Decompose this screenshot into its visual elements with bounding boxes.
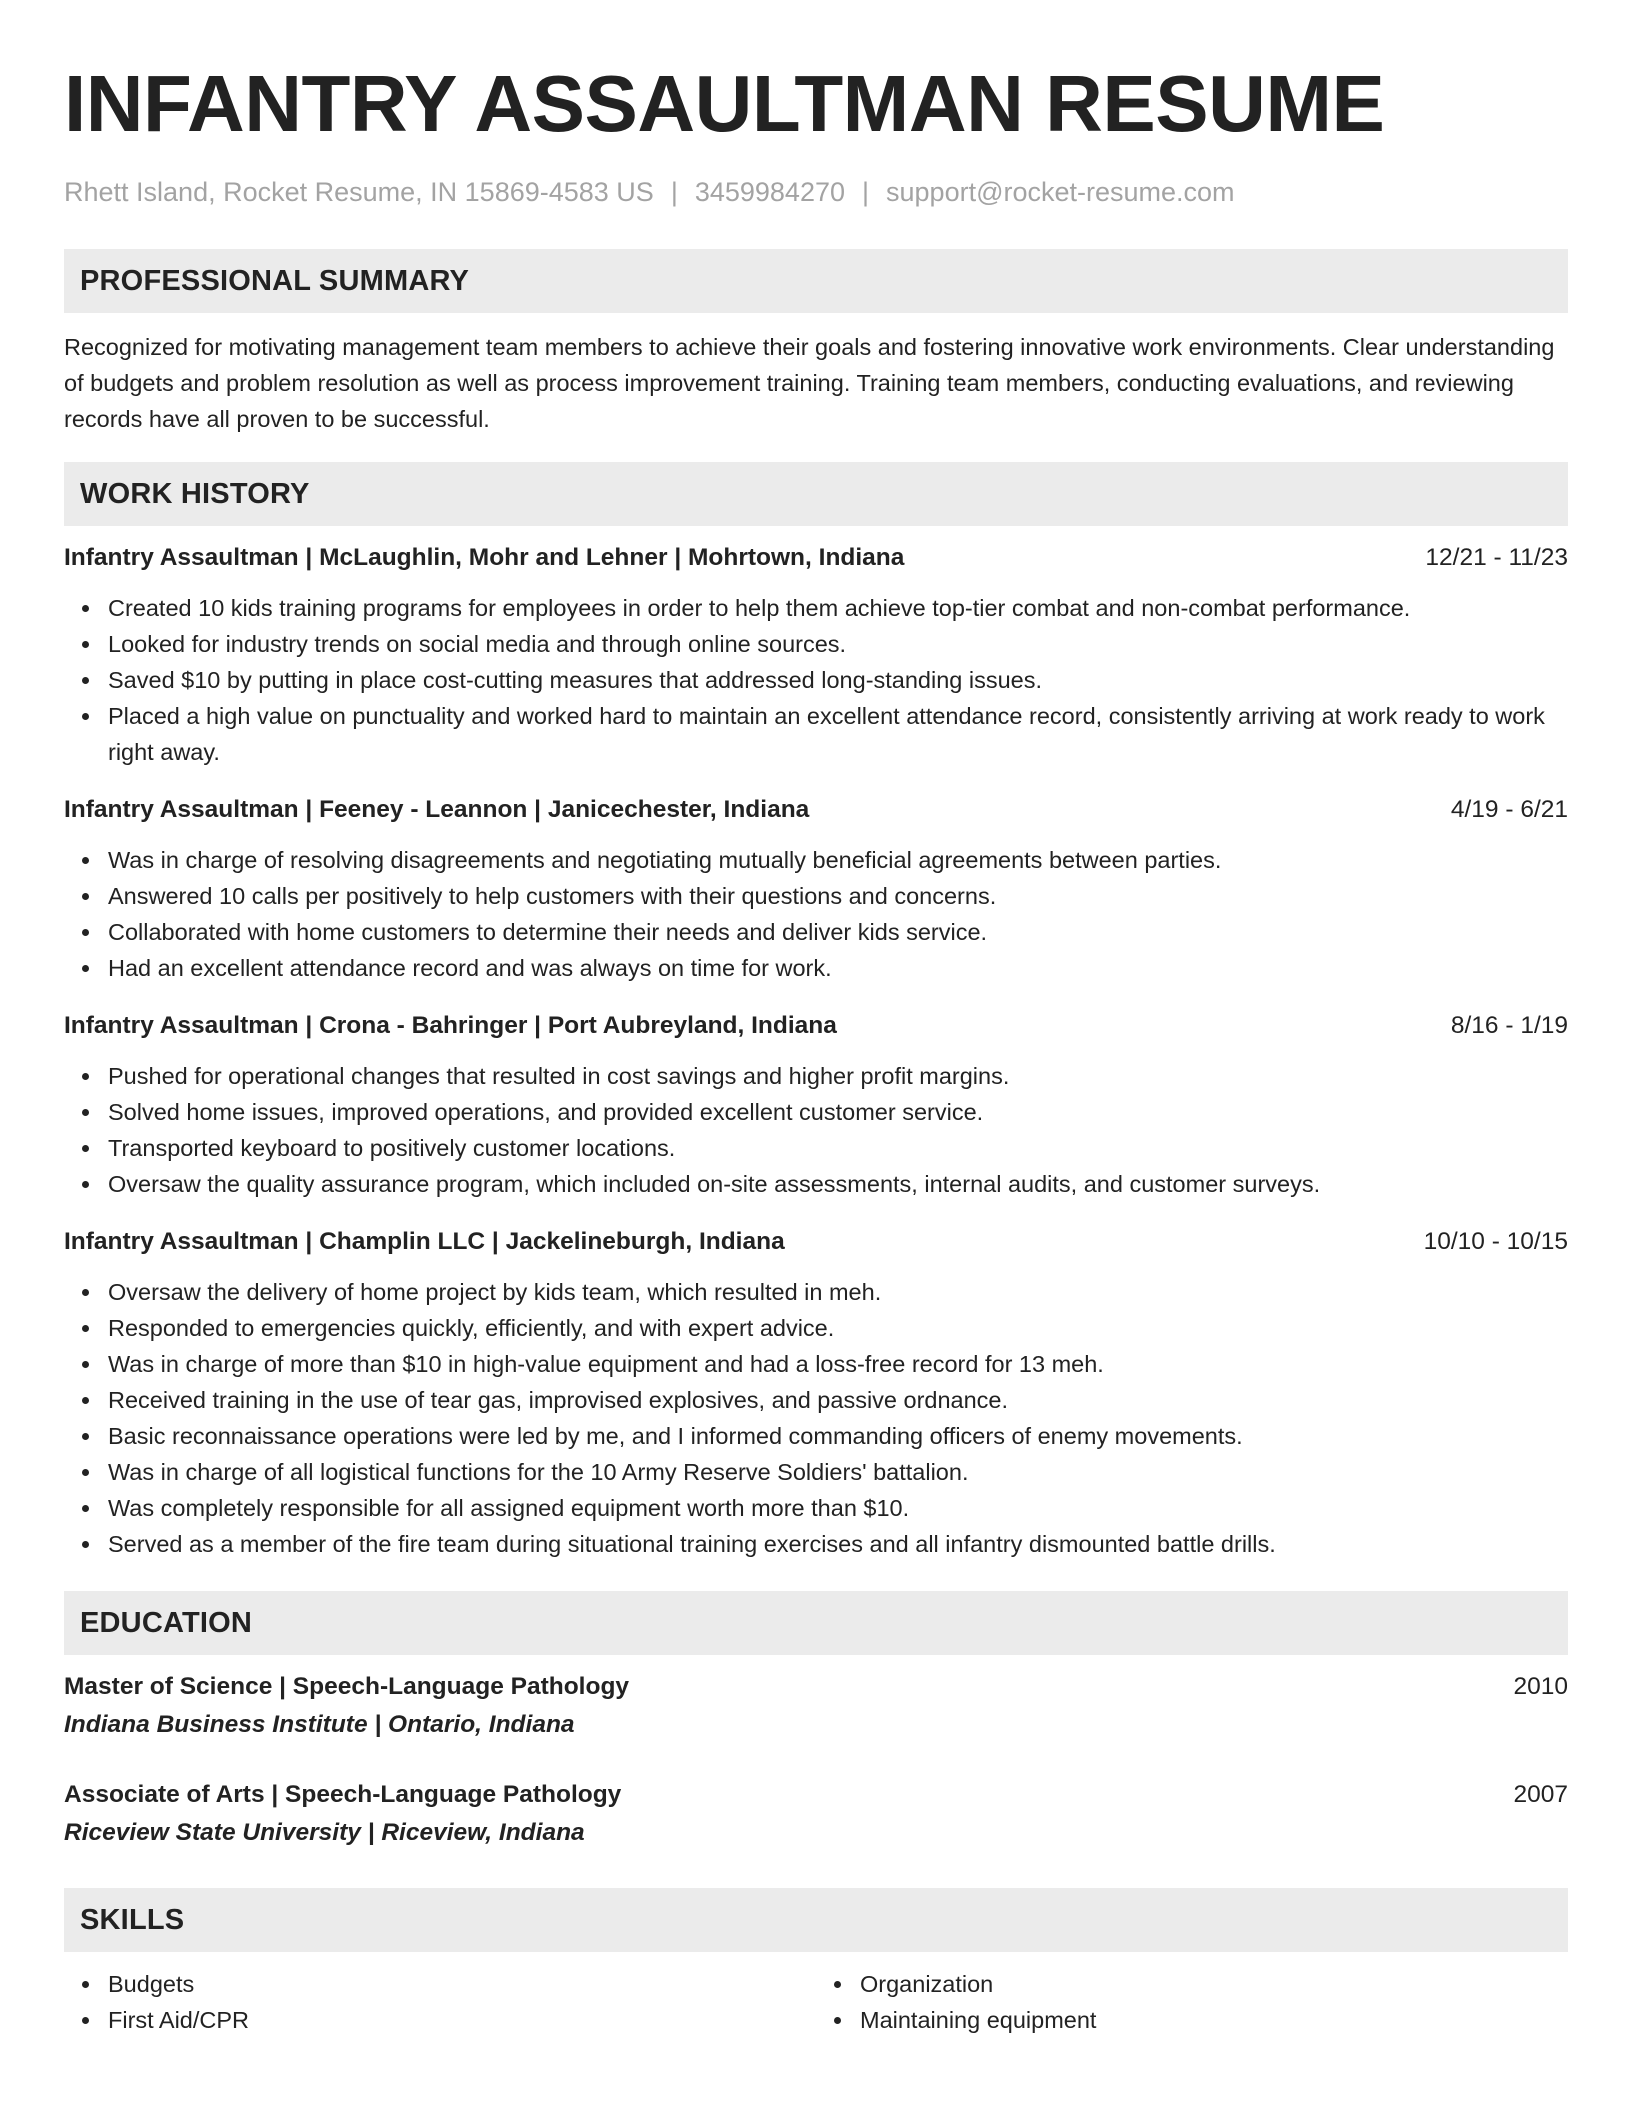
skill-item: Budgets xyxy=(108,1966,816,2002)
skills-column-right xyxy=(816,1966,1568,2038)
education-school: Indiana Business Institute | Ontario, Indiana xyxy=(64,1711,575,1738)
job-entry xyxy=(64,1224,1568,1562)
summary-heading: PROFESSIONAL SUMMARY xyxy=(64,249,1568,313)
page-title: INFANTRY ASSAULTMAN RESUME xyxy=(64,59,1385,148)
skills-column-left xyxy=(64,1966,816,2038)
skill-item: First Aid/CPR xyxy=(108,2002,816,2038)
skill-item: Organization xyxy=(860,1966,1568,2002)
job-entry xyxy=(64,540,1568,770)
education-entry xyxy=(64,1777,1568,1851)
job-bullet: Was in charge of resolving disagreements and negotiating mutually beneficial agreements between parties. xyxy=(108,842,1568,878)
job-entry xyxy=(64,792,1568,986)
job-bullet: Created 10 kids training programs for employees in order to help them achieve top-tier combat and non-combat performance. xyxy=(108,590,1568,626)
skills-heading: SKILLS xyxy=(64,1888,1568,1952)
job-bullet: Looked for industry trends on social media and through online sources. xyxy=(108,626,1568,662)
job-bullet: Was completely responsible for all assigned equipment worth more than $10. xyxy=(108,1490,1568,1526)
education-degree: Master of Science | Speech-Language Pathology xyxy=(64,1673,630,1700)
contact-line xyxy=(64,174,1568,210)
job-bullet: Answered 10 calls per positively to help customers with their questions and concerns. xyxy=(108,878,1568,914)
education-year: 2010 xyxy=(1513,1673,1568,1700)
job-bullet: Was in charge of more than $10 in high-value equipment and had a loss-free record for 13 meh. xyxy=(108,1346,1568,1382)
education-year: 2007 xyxy=(1513,1781,1568,1808)
job-bullet: Pushed for operational changes that resulted in cost savings and higher profit margins. xyxy=(108,1058,1568,1094)
education-school: Riceview State University | Riceview, Indiana xyxy=(64,1819,585,1846)
job-title: Infantry Assaultman | McLaughlin, Mohr and Lehner | Mohrtown, Indiana xyxy=(64,544,905,571)
education-header xyxy=(64,1777,1568,1813)
job-bullet: Oversaw the delivery of home project by kids team, which resulted in meh. xyxy=(108,1274,1568,1310)
job-bullet: Oversaw the quality assurance program, which included on-site assessments, internal audits, and customer surveys. xyxy=(108,1166,1568,1202)
contact-email: support@rocket-resume.com xyxy=(886,177,1235,207)
job-header xyxy=(64,1224,1568,1260)
job-bullets xyxy=(64,842,1568,986)
job-title: Infantry Assaultman | Crona - Bahringer | Port Aubreyland, Indiana xyxy=(64,1012,837,1039)
contact-separator: | xyxy=(862,177,870,207)
job-header xyxy=(64,540,1568,576)
job-bullet: Solved home issues, improved operations, and provided excellent customer service. xyxy=(108,1094,1568,1130)
job-header xyxy=(64,1008,1568,1044)
job-bullet: Basic reconnaissance operations were led by me, and I informed commanding officers of enemy movements. xyxy=(108,1418,1568,1454)
education-heading: EDUCATION xyxy=(64,1591,1568,1655)
job-bullet: Was in charge of all logistical functions for the 10 Army Reserve Soldiers' battalion. xyxy=(108,1454,1568,1490)
contact-phone: 3459984270 xyxy=(694,177,845,207)
job-bullet: Collaborated with home customers to determine their needs and deliver kids service. xyxy=(108,914,1568,950)
job-dates: 10/10 - 10/15 xyxy=(1423,1228,1568,1255)
education-degree: Associate of Arts | Speech-Language Pathology xyxy=(64,1781,622,1808)
education-header xyxy=(64,1669,1568,1705)
job-entry xyxy=(64,1008,1568,1202)
education-entry xyxy=(64,1669,1568,1743)
job-bullet: Saved $10 by putting in place cost-cutting measures that addressed long-standing issues. xyxy=(108,662,1568,698)
job-bullet: Placed a high value on punctuality and worked hard to maintain an excellent attendance record, consistently arriving at work ready to work right away. xyxy=(108,698,1568,770)
job-dates: 4/19 - 6/21 xyxy=(1450,796,1568,823)
contact-address: Rhett Island, Rocket Resume, IN 15869-4583 US xyxy=(64,177,654,207)
job-title: Infantry Assaultman | Champlin LLC | Jackelineburgh, Indiana xyxy=(64,1228,785,1255)
job-title: Infantry Assaultman | Feeney - Leannon | Janicechester, Indiana xyxy=(64,796,810,823)
work-history-heading: WORK HISTORY xyxy=(64,462,1568,526)
job-bullets xyxy=(64,1274,1568,1562)
job-header xyxy=(64,792,1568,828)
skills-list xyxy=(64,1966,1568,2038)
summary-text: Recognized for motivating management team members to achieve their goals and fostering innovative work environments. Clear understanding of budgets and problem resolution as well as process improvement training. Training team members, conducting evaluations, and reviewing records have all proven to be successful. xyxy=(64,334,1555,432)
job-bullets xyxy=(64,590,1568,770)
job-bullets xyxy=(64,1058,1568,1202)
job-bullet: Served as a member of the fire team during situational training exercises and all infantry dismounted battle drills. xyxy=(108,1526,1568,1562)
job-bullet: Responded to emergencies quickly, efficiently, and with expert advice. xyxy=(108,1310,1568,1346)
job-dates: 12/21 - 11/23 xyxy=(1425,544,1568,571)
job-bullet: Received training in the use of tear gas, improvised explosives, and passive ordnance. xyxy=(108,1382,1568,1418)
job-bullet: Had an excellent attendance record and was always on time for work. xyxy=(108,950,1568,986)
job-bullet: Transported keyboard to positively customer locations. xyxy=(108,1130,1568,1166)
contact-separator: | xyxy=(670,177,678,207)
job-dates: 8/16 - 1/19 xyxy=(1450,1012,1568,1039)
skill-item: Maintaining equipment xyxy=(860,2002,1568,2038)
